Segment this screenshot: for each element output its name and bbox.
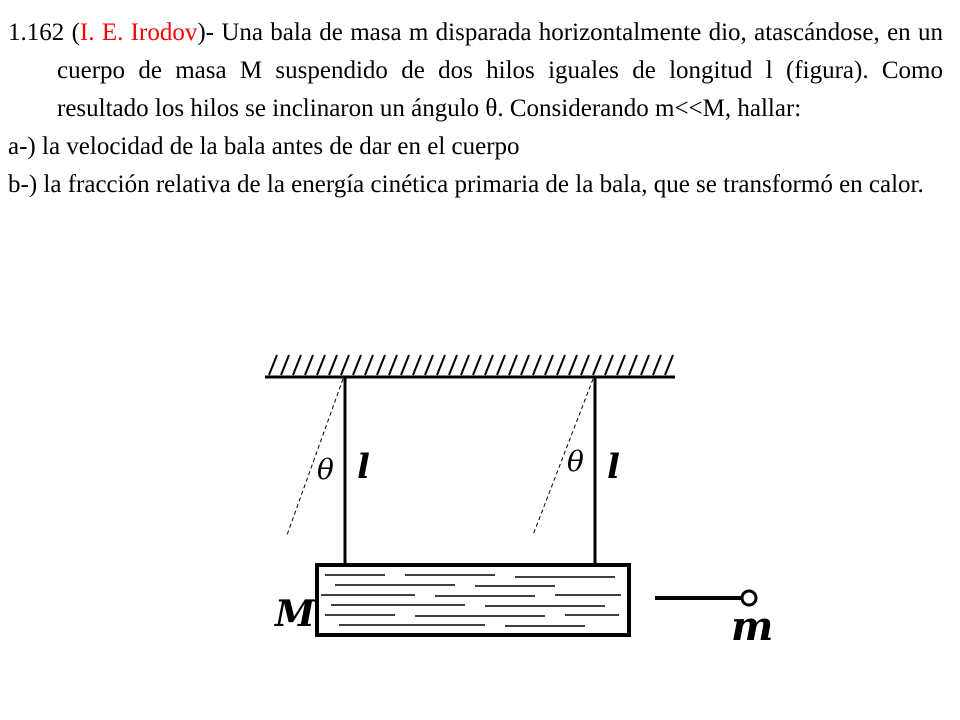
mass-M-label: M	[275, 593, 315, 635]
problem-number: 1.162 (	[8, 19, 80, 46]
theta-right-label: θ	[567, 445, 584, 478]
right-deflected-thread	[533, 379, 593, 535]
length-left-label: l	[357, 447, 370, 487]
statement-text: )- Una bala de masa m disparada horizontalmente dio, atascándose, en un cuerpo de masa M suspendido de dos hilos iguales de longitud l (figura). Como resultado los hilos se inclinaron un ángulo θ. Considerando m<<M, hallar:	[57, 19, 944, 122]
pendulum-diagram	[255, 335, 800, 695]
ballistic-pendulum-figure	[255, 335, 800, 695]
length-right-label: l	[607, 447, 620, 487]
part-a: a-) la velocidad de la bala antes de dar en el cuerpo	[8, 133, 520, 160]
left-deflected-thread	[287, 379, 343, 535]
irodov-reference: I. E. Irodov	[79, 19, 198, 46]
block-M	[317, 565, 629, 635]
theta-left-label: θ	[317, 453, 334, 486]
part-b: b-) la fracción relativa de la energía cinética primaria de la bala, que se transformó en calor.	[8, 171, 924, 198]
problem-text	[8, 14, 943, 204]
ceiling	[265, 355, 675, 377]
problem-statement	[8, 14, 943, 128]
mass-m-label: m	[731, 603, 774, 650]
